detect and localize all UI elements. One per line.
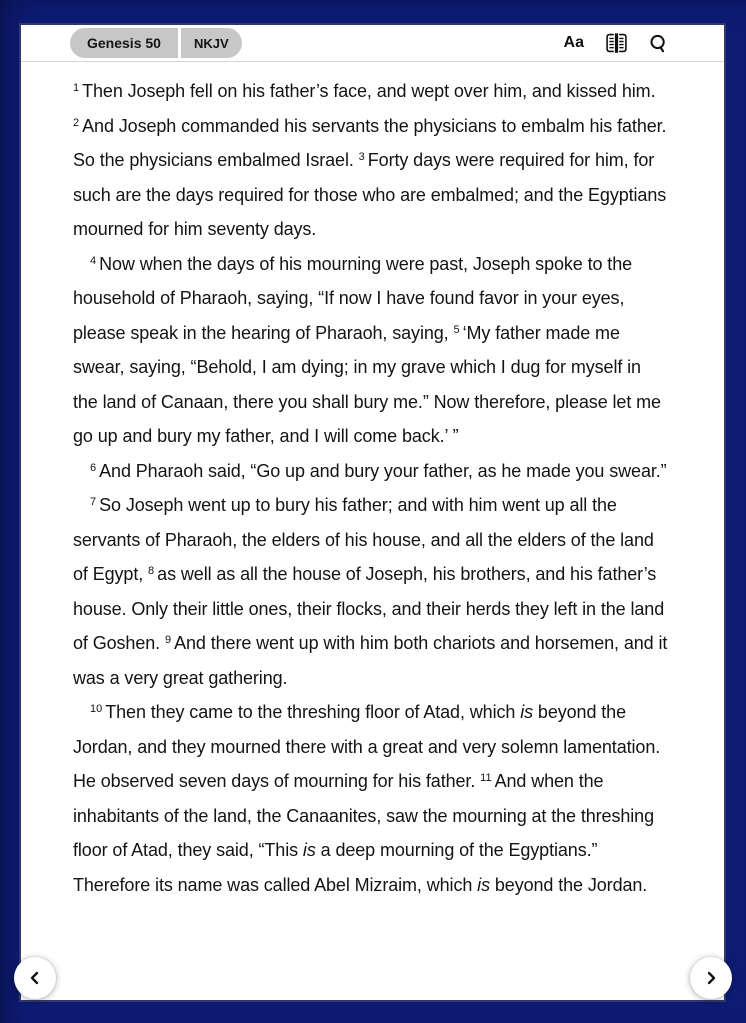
italic-supplied-word: is — [477, 874, 490, 895]
verse-paragraph[interactable]: $^1$ Then Joseph fell on his father’s face, and wept over him, and kissed him. $^2$ And Joseph commanded his servants the physicians to embalm his father. So the physicians embalmed Israel. $^3$ Forty days were required for him, for such are the days required for those who are embalmed; and the Egyptians mourned for him seventy days. — [73, 81, 667, 239]
reader-card — [21, 25, 724, 1000]
book-version-picker — [70, 28, 242, 58]
parallel-reading-button[interactable] — [605, 33, 628, 53]
verse-number: 9 — [164, 634, 172, 646]
parallel-reading-icon — [605, 33, 628, 53]
verse-paragraph[interactable]: $^4$ Now when the days of his mourning were past, Joseph spoke to the household of Pharaoh, saying, “If now I have found favor in your eyes, please speak in the hearing of Pharaoh, saying, $^5$ ‘My father made me swear, saying, “Behold, I am dying; in my grave which I dug for myself in the land of Canaan, there you shall bury me.” Now therefore, please let me go up and bury my father, and I will come back.’ ” — [73, 253, 661, 446]
italic-supplied-word: is — [302, 840, 316, 860]
verse-number: 1 — [73, 82, 80, 94]
verse-number: 2 — [73, 116, 80, 129]
header-icons — [564, 33, 668, 53]
verse-number: 5 — [453, 323, 460, 336]
verse-number: 7 — [90, 496, 97, 508]
previous-chapter-button[interactable] — [14, 957, 56, 999]
verse-number: 11 — [480, 772, 492, 784]
font-settings-button[interactable]: Aa — [563, 34, 584, 51]
italic-supplied-word: is — [520, 702, 534, 722]
search-button[interactable] — [649, 34, 668, 53]
next-chapter-button[interactable] — [690, 957, 732, 999]
reader-header — [21, 25, 724, 62]
verse-paragraph[interactable]: $^7$ So Joseph went up to bury his father; and with him went up all the servants of Pharaoh, the elders of his house, and all the elders of the land of Egypt, $^8$ as well as all the house of Joseph, his brothers, and his father’s house. Only their little ones, their flocks, and their herds they left in the land of Goshen. $^9$ And there went up with him both chariots and horsemen, and it was a very great gathering. — [73, 495, 668, 688]
verse-number: 8 — [148, 565, 155, 577]
verse-number: 3 — [358, 151, 365, 163]
verse-paragraph[interactable]: $^6$ And Pharaoh said, “Go up and bury your father, as he made you swear.” — [90, 460, 667, 481]
chevron-right-icon — [702, 969, 720, 987]
version-button[interactable]: NKJV — [181, 28, 242, 58]
chevron-left-icon — [26, 969, 44, 987]
verse-number: 10 — [90, 703, 103, 715]
verse-paragraph[interactable]: $^{10}$ Then they came to the threshing floor of Atad, which is beyond the Jordan, and they mourned there with a great and very solemn lamentation. He observed seven days of mourning for his father. $^{11}$ And when the inhabitants of the land, the Canaanites, saw the mourning at the threshing floor of Atad, they said, “This is a deep mourning of the Egyptians.” Therefore its name was called Abel Mizraim, which is beyond the Jordan. — [73, 702, 661, 895]
verse-number: 6 — [90, 461, 97, 474]
book-chapter-button[interactable]: Genesis 50 — [70, 28, 178, 58]
scripture-text — [21, 62, 724, 902]
verse-number: 4 — [90, 254, 97, 267]
search-icon — [649, 34, 668, 53]
